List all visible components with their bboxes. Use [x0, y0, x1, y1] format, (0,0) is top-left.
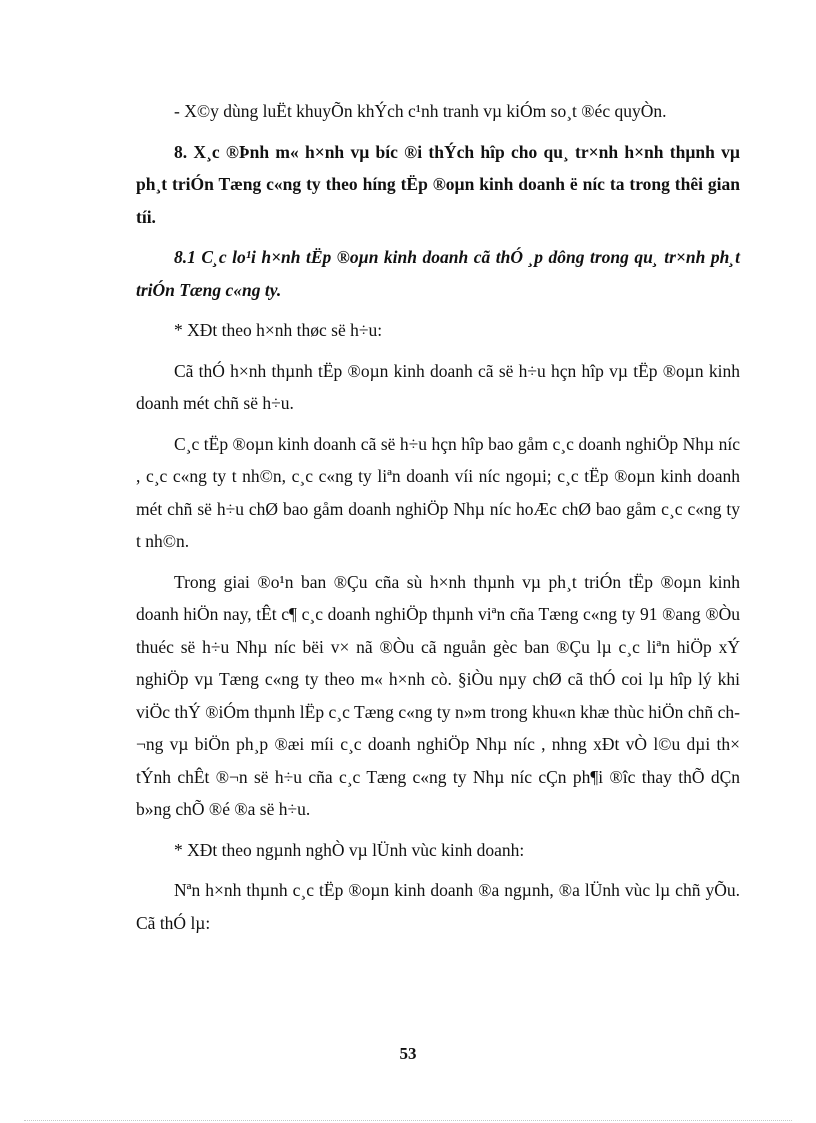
paragraph-industry-field: * XÐt theo ngµnh nghÒ vµ lÜnh vùc kinh doanh:	[174, 839, 525, 860]
paragraph-mixed-ownership: Cã thÓ h×nh thµnh tËp ®oµn kinh doanh cã së h÷u hçn hîp vµ tËp ®oµn kinh doanh mét chñ së h÷u.	[136, 360, 740, 413]
section-heading-8: 8. X¸c ®Þnh m« h×nh vµ bíc ®i thÝch hîp cho qu¸ tr×nh h×nh thµnh vµ ph¸t triÓn Tæng c«ng ty theo híng tËp ®oµn kinh doanh ë níc ta trong thêi gian tíi.	[136, 141, 740, 227]
paragraph-law-competition: - X©y dùng luËt khuyÕn khÝch c¹nh tranh vµ kiÓm so¸t ®éc quyÒn.	[174, 101, 667, 121]
body-text	[136, 95, 740, 939]
paragraph-mixed-ownership-detail: C¸c tËp ®oµn kinh doanh cã së h÷u hçn hîp bao gåm c¸c doanh nghiÖp Nhµ níc , c¸c c«ng ty t nh©n, c¸c c«ng ty liªn doanh víi níc ngoµi; c¸c tËp ®oµn kinh doanh mét chñ së h÷u chØ bao gåm doanh nghiÖp Nhµ níc hoÆc chØ bao gåm c¸c c«ng ty t nh©n.	[136, 433, 740, 551]
subsection-heading-8-1: 8.1 C¸c lo¹i h×nh tËp ®oµn kinh doanh cã thÓ ¸p dông trong qu¸ tr×nh ph¸t triÓn Tæng c«ng ty.	[136, 247, 740, 300]
page-bottom-divider	[24, 1120, 792, 1121]
paragraph-multi-industry: Nªn h×nh thµnh c¸c tËp ®oµn kinh doanh ®a ngµnh, ®a lÜnh vùc lµ chñ yÕu. Cã thÓ lµ:	[136, 880, 740, 933]
paragraph-initial-stage: Trong giai ®o¹n ban ®Çu cña sù h×nh thµnh vµ ph¸t triÓn tËp ®oµn kinh doanh hiÖn nay, tÊt c¶ c¸c doanh nghiÖp thµnh viªn cña Tæng c«ng ty 91 ®ang ®Òu thuéc së h÷u Nhµ níc bëi v× nã ®Òu cã nguån gèc ban ®Çu lµ c¸c liªn hiÖp xÝ nghiÖp vµ Tæng c«ng ty theo m« h×nh cò. §iÒu nµy chØ cã thÓ coi lµ hîp lý khi viÖc thÝ ®iÓm thµnh lËp c¸c Tæng c«ng ty n»m trong khu«n khæ thùc hiÖn chñ ch¬ng vµ biÖn ph¸p ®æi míi c¸c doanh nghiÖp Nhµ níc , nhng xÐt vÒ l©u dµi th× tÝnh chÊt ®¬n së h÷u cña c¸c Tæng c«ng ty Nhµ níc cÇn ph¶i ®îc thay thÕ dÇn b»ng chÕ ®é ®a së h÷u.	[136, 571, 740, 819]
paragraph-ownership-form: * XÐt theo h×nh thøc së h÷u:	[174, 320, 383, 340]
page-number: 53	[399, 1044, 417, 1063]
